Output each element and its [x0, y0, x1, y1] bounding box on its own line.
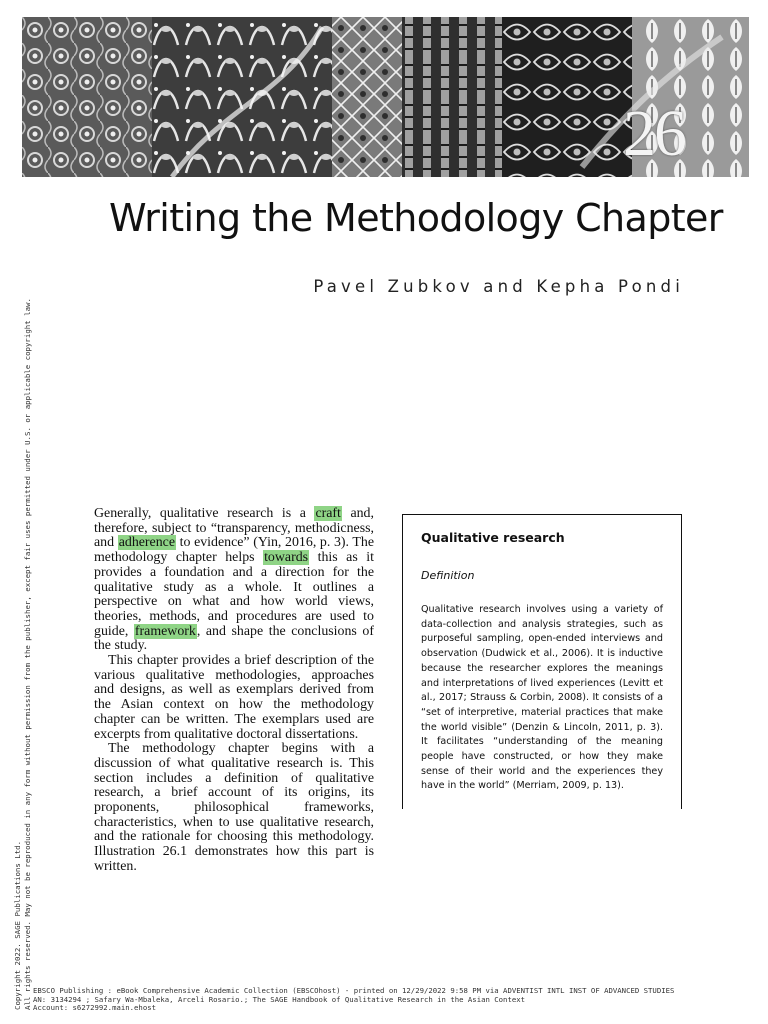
footer-line-1: EBSCO Publishing : eBook Comprehensive Academic Collection (EBSCOhost) - printed on 12/29/2022 9:58 PM via ADVENTIST INTL INST OF ADVANCED STUDIES [33, 986, 675, 995]
body-paragraph [94, 654, 374, 742]
body-paragraph [94, 742, 374, 874]
definition-box [402, 514, 682, 809]
chapter-banner [22, 17, 749, 177]
text-segment: This chapter provides a brief description of the various qualitative methodologies, approaches and designs, as well as exemplars derived from the Asian context on how the methodology chapter can be written. The exemplars used are excerpts from qualitative doctoral dissertations. [94, 653, 374, 742]
footer-line-3: Account: s6272992.main.ehost [33, 1003, 157, 1013]
chapter-authors: Pavel Zubkov and Kepha Pondi [313, 277, 684, 296]
copyright-line-2: All rights reserved. May not be reproduced in any form without permission from the publisher, except fair uses permitted under U.S. or applicable copyright law. [22, 298, 32, 1010]
box-title: Qualitative research [421, 530, 565, 545]
text-segment: The methodology chapter begins with a discussion of what qualitative research is. This section includes a definition of qualitative research, a brief account of its origins, its proponents, philosophical frameworks, characteristics, when to use qualitative research, and the rationale for choosing this methodology. Illustration 26.1 demonstrates how this part is written. [94, 741, 374, 874]
box-body: Qualitative research involves using a variety of data-collection and analysis strategies, such as purposeful sampling, open-ended interviews and observation (Dudwick et al., 2006). It is inductive because the researcher explores the meanings and interpretations of lived experiences (Levitt et al., 2017; Strauss & Corbin, 2008). It consists of a “set of interpretive, material practices that make the world visible” (Denzin & Lincoln, 2011, p. 3). It facilitates “understanding of the meaning people have constructed, or how they make sense of their world and the experiences they have in the world” (Merriam, 2009, p. 13). [421, 604, 663, 792]
highlighted-word: adherence [118, 535, 175, 551]
footer-line-2: AN: 3134294 ; Safary Wa-Mbaleka, Arceli Rosario.; The SAGE Handbook of Qualitative Research in the Asian Context [33, 994, 526, 1004]
highlighted-word: craft [315, 506, 341, 521]
copyright-line-1: Copyright 2022. SAGE Publications Ltd. [13, 840, 22, 1010]
highlighted-word: towards [264, 550, 309, 566]
text-segment: to evidence” (Yin, 2016, p. 3). The methodology chapter helps [94, 535, 374, 566]
box-subtitle: Definition [421, 569, 475, 582]
text-segment: this as it provides a foundation and a direction for the qualitative study as a whole. It outlines a perspective on what and how world views, theories, methods, and procedures are used to guide, [94, 550, 374, 639]
text-segment: , and shape the conclusions of the study. [94, 623, 374, 654]
text-segment: Generally, qualitative research is a [94, 506, 315, 521]
body-text [94, 507, 374, 875]
body-paragraph [94, 507, 374, 654]
ebsco-footer [33, 987, 674, 1013]
highlighted-word: framework [134, 623, 196, 639]
copyright-sidebar [11, 300, 31, 1010]
chapter-title: Writing the Methodology Chapter [109, 196, 723, 240]
chapter-number: 26 [623, 97, 685, 170]
text-segment: and, therefore, subject to “transparency, methodicness, and [94, 506, 374, 551]
